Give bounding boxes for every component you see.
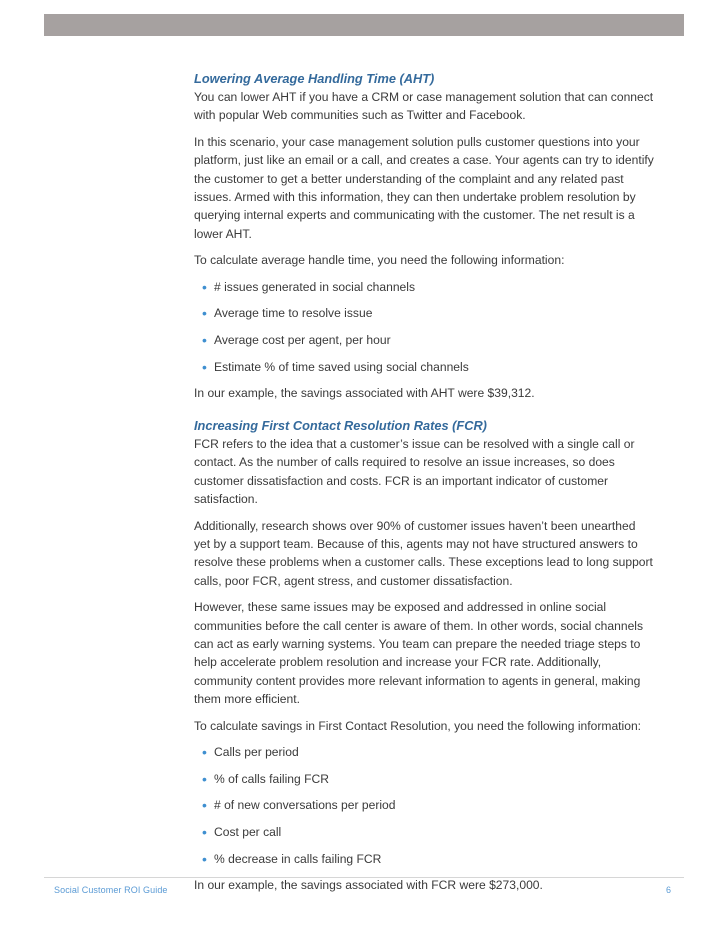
header-bar	[44, 14, 684, 36]
paragraph: In this scenario, your case management solution pulls customer questions into your platform, just like an email or a call, and creates a case. Your agents can try to identify the customer to get a better understanding of the complaint and any related past issues. Armed with this information, they can then undertake problem resolution by querying internal experts and communicating with the customer. The net result is a lower AHT.	[194, 134, 654, 241]
section-heading-aht: Lowering Average Handling Time (AHT)	[194, 71, 435, 86]
paragraph: To calculate average handle time, you need the following information:	[194, 253, 565, 268]
bullet-icon: •	[202, 824, 207, 841]
bullet-icon: •	[202, 743, 207, 760]
footer-divider	[44, 877, 684, 878]
list-item	[194, 331, 654, 349]
list-item-text: # issues generated in social channels	[214, 279, 416, 294]
paragraph: To calculate savings in First Contact Resolution, you need the following information:	[194, 718, 642, 733]
bullet-list-fcr	[194, 743, 654, 868]
list-item-text: % decrease in calls failing FCR	[214, 851, 382, 866]
list-item	[194, 278, 654, 296]
bullet-icon: •	[202, 770, 207, 787]
document-body	[194, 70, 654, 903]
list-item-text: Average cost per agent, per hour	[214, 333, 391, 348]
list-item-text: Average time to resolve issue	[214, 306, 373, 321]
section-fcr	[194, 417, 654, 895]
list-item-text: Calls per period	[214, 744, 299, 759]
paragraph: FCR refers to the idea that a customer’s issue can be resolved with a single call or contact. As the number of calls required to resolve an issue increases, so does customer dissatisfaction and costs. FCR is an important indicator of customer satisfaction.	[194, 436, 635, 507]
list-item-text: % of calls failing FCR	[214, 771, 329, 786]
list-item	[194, 770, 654, 788]
section-heading-fcr: Increasing First Contact Resolution Rates (FCR)	[194, 417, 487, 433]
list-item	[194, 304, 654, 322]
bullet-icon: •	[202, 305, 207, 322]
list-item	[194, 796, 654, 814]
list-item	[194, 823, 654, 841]
list-item-text: # of new conversations per period	[214, 798, 396, 813]
footer-title: Social Customer ROI Guide	[54, 885, 168, 895]
bullet-icon: •	[202, 797, 207, 814]
list-item	[194, 743, 654, 761]
closing-paragraph: In our example, the savings associated with AHT were $39,312.	[194, 386, 535, 401]
list-item	[194, 358, 654, 376]
bullet-icon: •	[202, 278, 207, 295]
bullet-list-aht	[194, 278, 654, 377]
bullet-icon: •	[202, 850, 207, 867]
bullet-icon: •	[202, 332, 207, 349]
paragraph: You can lower AHT if you have a CRM or case management solution that can connect with popular Web communities such as Twitter and Facebook.	[194, 90, 654, 123]
section-aht	[194, 70, 654, 403]
list-item-text: Cost per call	[214, 825, 282, 840]
paragraph: Additionally, research shows over 90% of customer issues haven’t been unearthed yet by a support team. Because of this, agents may not have structured answers to resolve these problems when a customer calls. These exceptions lead to long support calls, poor FCR, agent stress, and customer dissatisfaction.	[194, 518, 653, 588]
closing-paragraph: In our example, the savings associated with FCR were $273,000.	[194, 878, 543, 893]
page-number: 6	[666, 885, 672, 895]
bullet-icon: •	[202, 358, 207, 375]
list-item-text: Estimate % of time saved using social channels	[214, 359, 469, 374]
list-item	[194, 850, 654, 868]
paragraph: However, these same issues may be exposed and addressed in online social communities before the call center is aware of them. In other words, social channels can act as early warning systems. You team can prepare the needed triage steps to help accelerate problem resolution and increase your FCR rate. Additionally, community content provides more relevant information to agents in general, making them more efficient.	[194, 600, 644, 707]
